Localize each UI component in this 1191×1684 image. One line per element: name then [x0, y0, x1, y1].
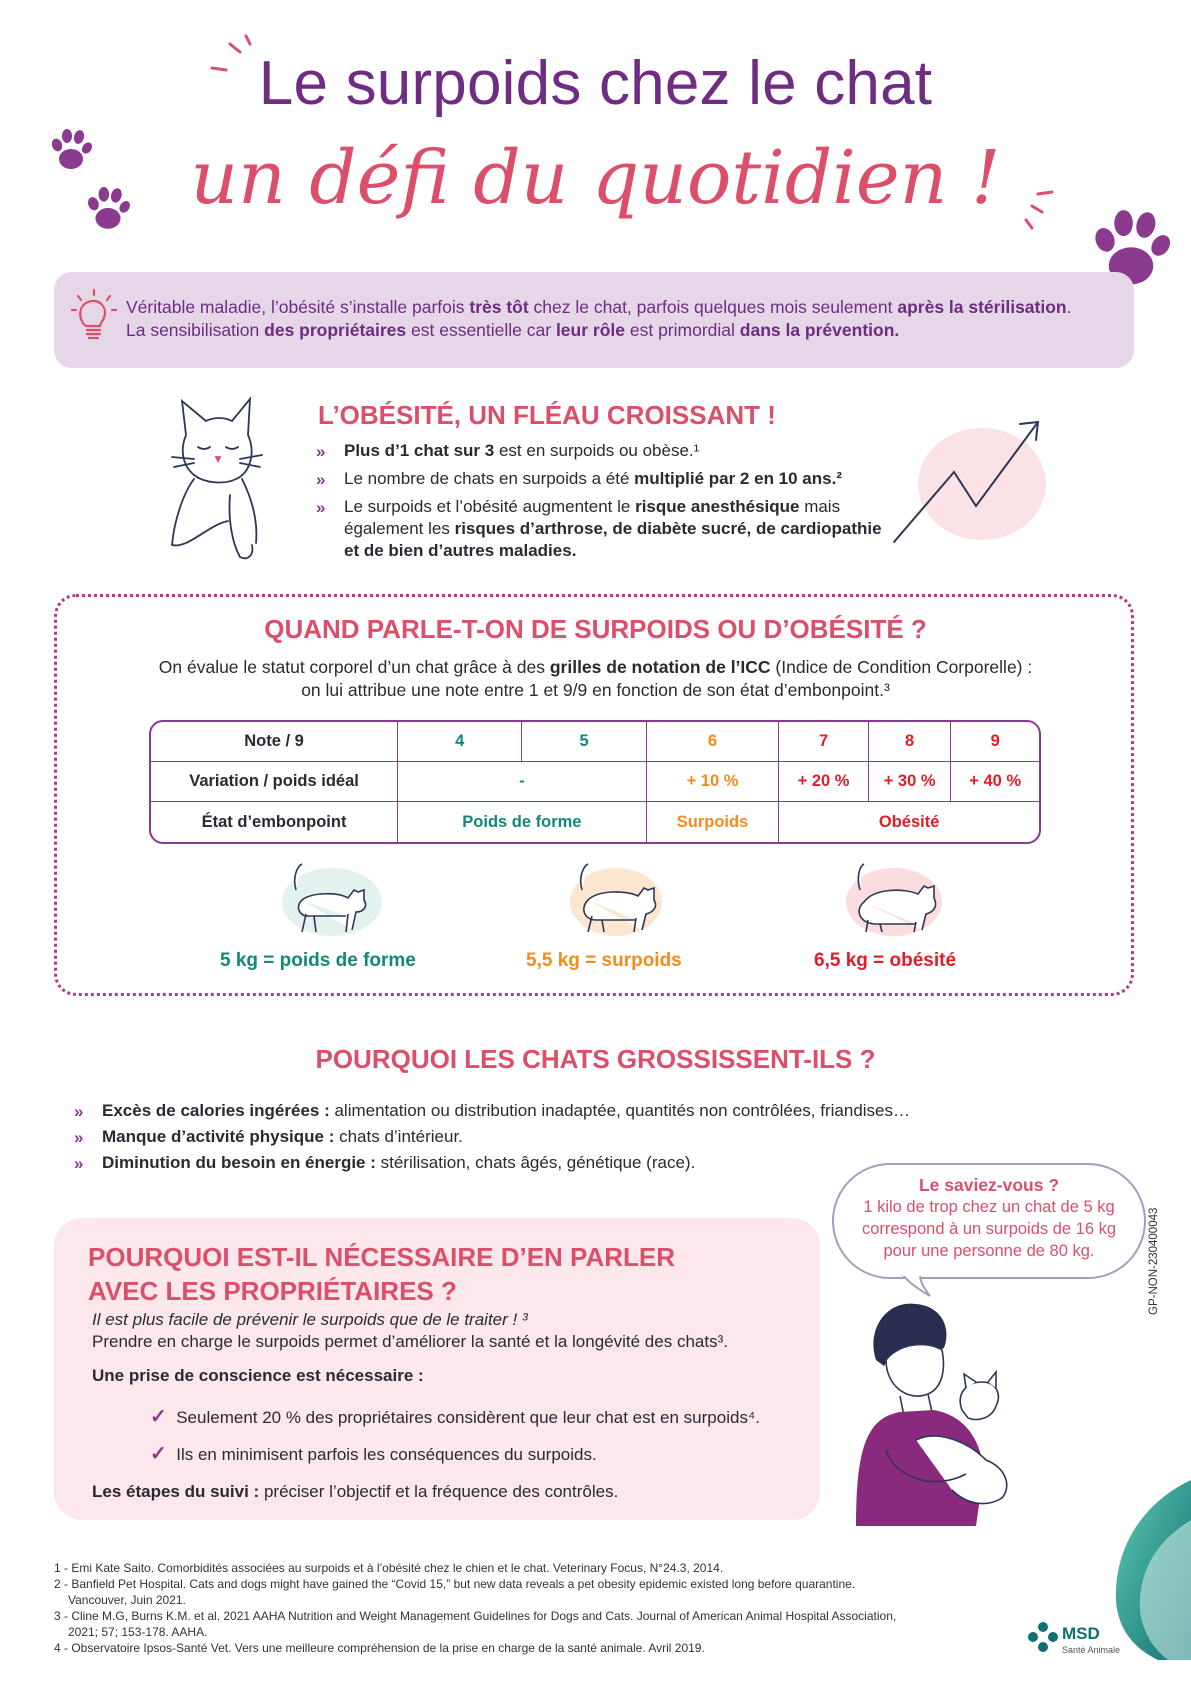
talk-steps: Les étapes du suivi : préciser l’objectif et la fréquence des contrôles.: [92, 1482, 619, 1501]
reference-item: 2 - Banfield Pet Hospital. Cats and dogs might have gained the “Covid 15,” but new data reveals a pet obesity epidemic existed long before quarantine. Vancouver, Juin 2021.: [54, 1577, 856, 1607]
references: [54, 1560, 904, 1656]
decorative-wave: [1108, 1480, 1191, 1660]
table-row: [151, 802, 1039, 842]
document-code: GP-NON-230400043: [1148, 1207, 1160, 1315]
list-item: » Le nombre de chats en surpoids a été multiplié par 2 en 10 ans.²: [316, 469, 842, 489]
list-item: » Plus d’1 chat sur 3 est en surpoids ou obèse.¹: [316, 441, 700, 461]
why-title: POURQUOI LES CHATS GROSSISSENT-ILS ?: [315, 1044, 876, 1074]
list-item: » Manque d’activité physique : chats d’intérieur.: [74, 1124, 910, 1150]
note-cell: 9: [951, 722, 1039, 762]
logo-name: MSD: [1062, 1624, 1100, 1643]
variation-cell: + 20 %: [779, 762, 869, 802]
page-subtitle: un défi du quotidien !: [190, 135, 1001, 221]
intro-text: Véritable maladie, l’obésité s’installe parfois très tôt chez le chat, parfois quelques mois seulement après la stérilisation. La sensibilisation des propriétaires est essentielle car leur rôle est primordial dans la prévention.: [126, 297, 1072, 340]
msd-logo-icon: [1028, 1622, 1058, 1652]
cat-fit-illustration: [272, 860, 384, 940]
cat-illustration: [168, 395, 268, 563]
lightbulb-icon: [70, 288, 118, 348]
variation-cell: + 10 %: [647, 762, 780, 802]
obesity-title: L’OBÉSITÉ, UN FLÉAU CROISSANT !: [318, 400, 776, 430]
note-cell: 4: [398, 722, 522, 762]
cat-obese-illustration: [838, 860, 950, 940]
note-cell: 6: [647, 722, 780, 762]
note-cell: 8: [869, 722, 952, 762]
chevron-icon: »: [316, 442, 323, 461]
chevron-icon: »: [74, 1154, 81, 1173]
bubble-text: 1 kilo de trop chez un chat de 5 kg correspond à un surpoids de 16 kg pour une personne de 80 kg.: [861, 1198, 1117, 1260]
trend-arrow-icon: [890, 410, 1050, 550]
check-icon: ✓: [150, 1406, 167, 1428]
check-item: ✓ Seulement 20 % des propriétaires considèrent que leur chat est en surpoids⁴.: [150, 1406, 760, 1428]
reference-item: 4 - Observatoire Ipsos-Santé Vet. Vers une meilleure compréhension de la prise en charge de la santé animale. Avril 2019.: [54, 1641, 705, 1655]
reference-item: 1 - Emi Kate Saito. Comorbidités associées au surpoids et à l’obésité chez le chien et le chat. Veterinary Focus, N°24.3, 2014.: [54, 1561, 724, 1575]
talk-line: Prendre en charge le surpoids permet d’améliorer la santé et la longévité des chats³.: [92, 1332, 728, 1351]
obesity-list: [316, 440, 896, 568]
list-item: » Diminution du besoin en énergie : stérilisation, chats âgés, génétique (race).: [74, 1150, 910, 1176]
state-cell: Surpoids: [647, 802, 780, 842]
list-item: » Excès de calories ingérées : alimentation ou distribution inadaptée, quantités non contrôlées, friandises…: [74, 1098, 910, 1124]
bubble-title: Le saviez-vous ?: [918, 1175, 1060, 1195]
person-with-cat-illustration: [856, 1290, 1026, 1526]
variation-cell: + 30 %: [869, 762, 952, 802]
talk-title: POURQUOI EST-IL NÉCESSAIRE D’EN PARLER AVEC LES PROPRIÉTAIRES ?: [88, 1242, 676, 1306]
grading-title: QUAND PARLE-T-ON DE SURPOIDS OU D’OBÉSITÉ ?: [264, 614, 927, 644]
list-item: » Le surpoids et l’obésité augmentent le risque anesthésique mais également les risques d’arthrose, de diabète sucré, de cardiopathie et de bien d’autres maladies.: [316, 497, 882, 560]
chevron-icon: »: [74, 1128, 81, 1147]
variation-cell: -: [398, 762, 647, 802]
row-label: État d’embonpoint: [151, 802, 398, 842]
row-label: Note / 9: [151, 722, 398, 762]
cat-overweight-illustration: [560, 860, 672, 940]
why-list: [74, 1098, 910, 1176]
table-row: [151, 722, 1039, 762]
page-title: Le surpoids chez le chat: [258, 49, 933, 118]
weight-fit: 5 kg = poids de forme: [220, 950, 416, 971]
chevron-icon: »: [74, 1102, 81, 1121]
talk-awareness: Une prise de conscience est nécessaire :: [92, 1366, 424, 1385]
check-icon: ✓: [150, 1443, 167, 1465]
logo-subtitle: Santé Animale: [1062, 1645, 1121, 1655]
variation-cell: + 40 %: [951, 762, 1039, 802]
row-label: Variation / poids idéal: [151, 762, 398, 802]
check-item: ✓ Ils en minimisent parfois les conséquences du surpoids.: [150, 1443, 597, 1465]
note-cell: 7: [779, 722, 869, 762]
table-row: [151, 762, 1039, 802]
note-cell: 5: [522, 722, 646, 762]
reference-item: 3 - Cline M.G, Burns K.M. et al. 2021 AAHA Nutrition and Weight Management Guidelines for Dogs and Cats. Journal of American Animal Hospital Association, 2021; 57; 153-178. AAHA.: [54, 1609, 897, 1639]
intro-banner: [54, 272, 1134, 368]
state-cell: Poids de forme: [398, 802, 647, 842]
weight-obese: 6,5 kg = obésité: [814, 950, 957, 971]
weight-overweight: 5,5 kg = surpoids: [526, 950, 682, 971]
state-cell: Obésité: [878, 812, 940, 831]
talk-italic: Il est plus facile de prévenir le surpoids que de le traiter ! ³: [92, 1310, 528, 1329]
chevron-icon: »: [316, 470, 323, 489]
icc-table: [149, 720, 1041, 844]
grading-intro: On évalue le statut corporel d’un chat grâce à des grilles de notation de l’ICC (Indice de Condition Corporelle) : on lui attribue une note entre 1 et 9/9 en fonction de son état d’embonpoint.³: [158, 657, 1033, 700]
chevron-icon: »: [316, 498, 323, 517]
